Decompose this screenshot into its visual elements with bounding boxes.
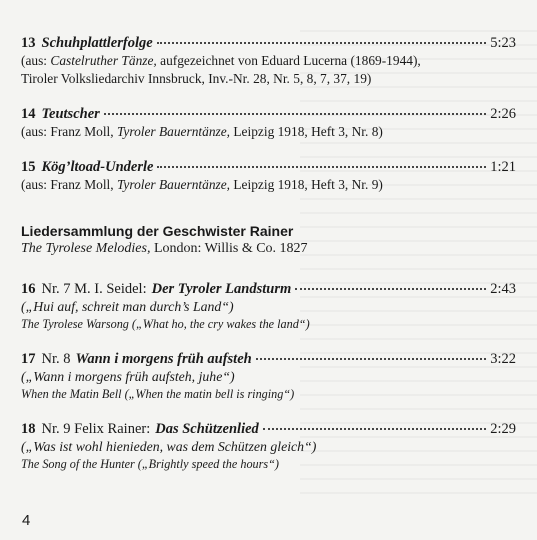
leader-dots [295, 288, 486, 290]
section-header [21, 222, 516, 258]
track-english-title: When the Matin Bell („When the matin bell is ringing“) [21, 387, 295, 401]
track-15 [21, 158, 516, 194]
track-english-title: The Song of the Hunter („Brightly speed the hours“) [21, 457, 279, 471]
track-prefix: Nr. 7 M. I. Seidel: [41, 281, 147, 297]
track-listing [21, 34, 516, 490]
track-title: Wann i morgens früh aufsteh [75, 351, 252, 367]
leader-dots [104, 113, 486, 115]
track-number: 18 [21, 421, 36, 437]
page-number: 4 [22, 512, 31, 529]
track-number: 15 [21, 159, 36, 175]
leader-dots [256, 358, 487, 360]
leader-dots [157, 166, 486, 168]
track-prefix: Nr. 8 [41, 351, 71, 367]
track-14 [21, 105, 516, 141]
track-source: (aus: Franz Moll, Tyroler Bauerntänze, Leipzig 1918, Heft 3, Nr. 8) [21, 124, 383, 139]
track-quote: („Wann i morgens früh aufsteh, juhe“) [21, 369, 235, 384]
track-title: Der Tyroler Landsturm [151, 281, 292, 297]
track-quote: („Was ist wohl hienieden, was dem Schützen gleich“) [21, 439, 317, 454]
track-number: 17 [21, 351, 36, 367]
track-english-title: The Tyrolese Warsong („What ho, the cry wakes the land“) [21, 317, 310, 331]
track-title: Kög’ltoad-Underle [41, 159, 154, 175]
track-prefix: Nr. 9 Felix Rainer: [41, 421, 151, 437]
track-18 [21, 420, 516, 473]
track-duration: 3:22 [490, 351, 516, 367]
track-quote: („Hui auf, schreit man durch’s Land“) [21, 299, 234, 314]
track-title: Schuhplattlerfolge [41, 35, 153, 51]
track-duration: 5:23 [490, 35, 516, 51]
track-number: 13 [21, 35, 36, 51]
section-title: Liedersammlung der Geschwister Rainer [21, 223, 294, 239]
leader-dots [263, 428, 486, 430]
track-17 [21, 350, 516, 403]
track-16 [21, 280, 516, 333]
section-subtitle: The Tyrolese Melodies, London: Willis & Co. 1827 [21, 241, 308, 256]
leader-dots [157, 42, 487, 44]
track-source: (aus: Castelruther Tänze, aufgezeichnet von Eduard Lucerna (1869-1944), Tiroler Volksliedarchiv Innsbruck, Inv.-Nr. 28, Nr. 5, 8, 7, 37, 19) [21, 53, 421, 86]
track-title: Teutscher [41, 106, 100, 122]
track-number: 14 [21, 106, 36, 122]
track-duration: 2:29 [490, 421, 516, 437]
track-number: 16 [21, 281, 36, 297]
track-duration: 2:26 [490, 106, 516, 122]
track-duration: 1:21 [490, 159, 516, 175]
track-title: Das Schützenlied [155, 421, 259, 437]
track-duration: 2:43 [490, 281, 516, 297]
track-13 [21, 34, 516, 88]
track-source: (aus: Franz Moll, Tyroler Bauerntänze, Leipzig 1918, Heft 3, Nr. 9) [21, 177, 383, 192]
